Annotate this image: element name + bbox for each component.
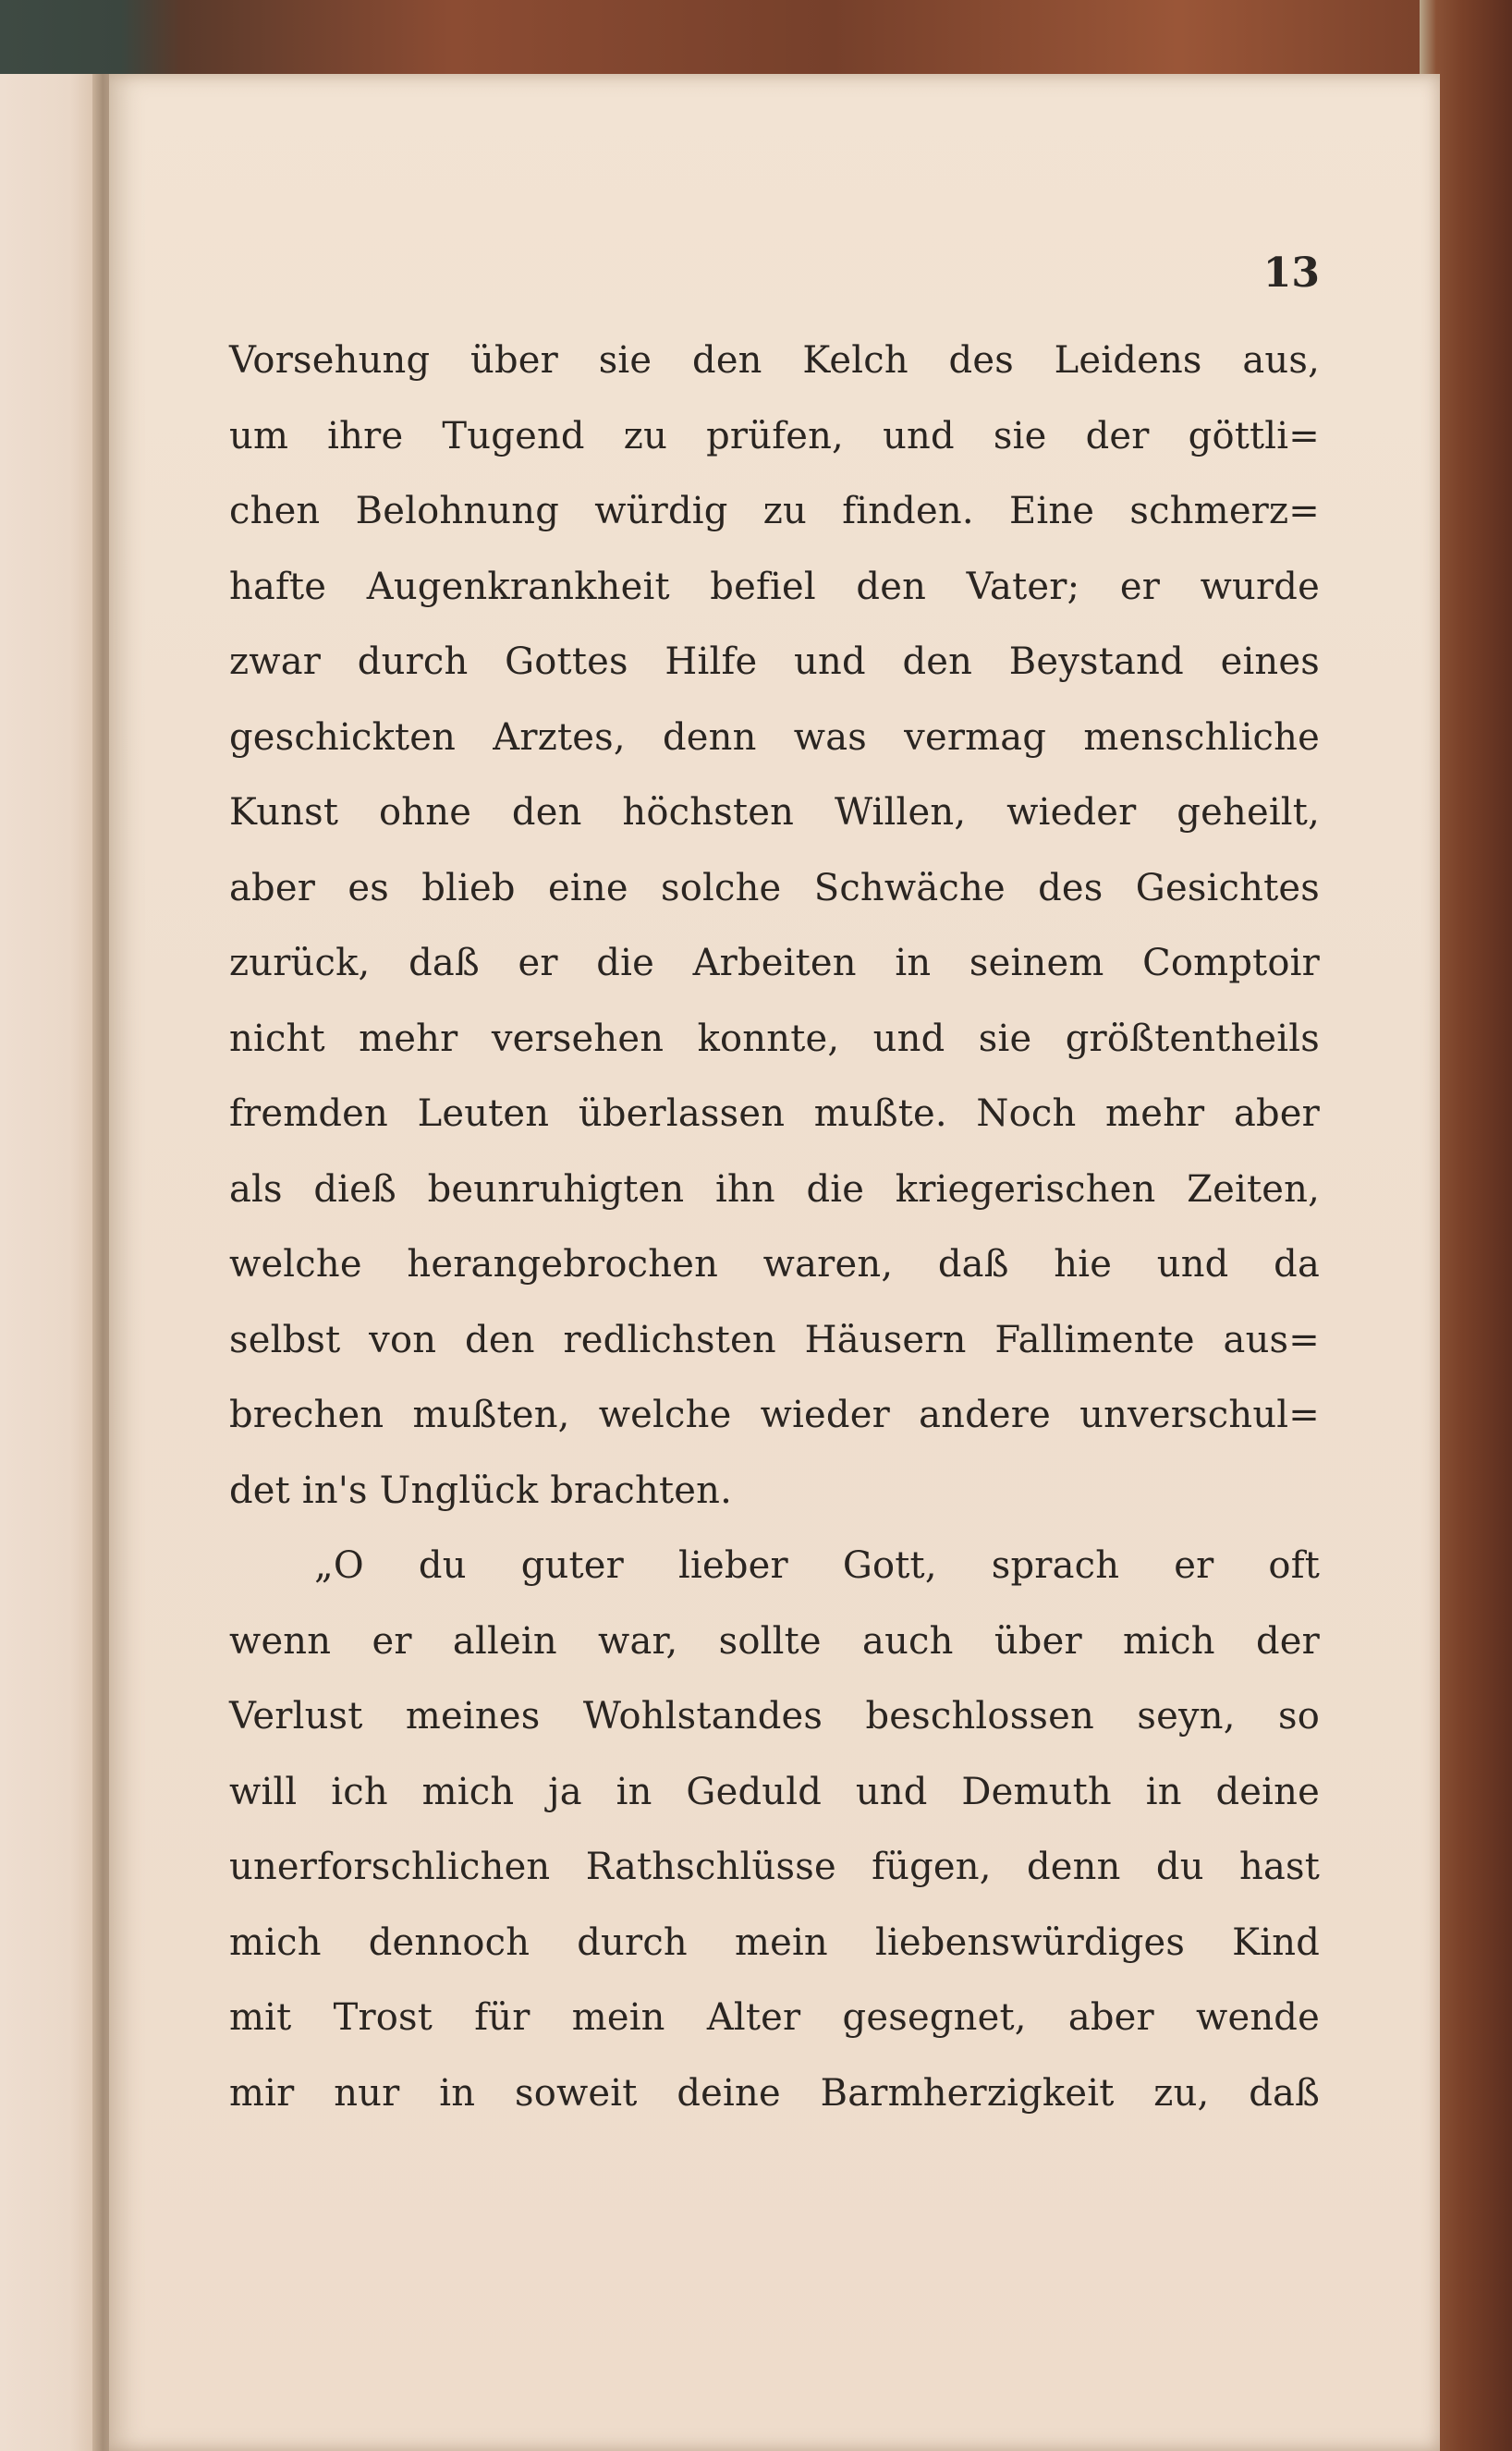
text-line: unerforschlichen Rathschlüsse fügen, denn du hast <box>229 1846 1320 1888</box>
text-line: zurück, daß er die Arbeiten in seinem Comptoir <box>229 942 1320 984</box>
book-page <box>109 74 1440 2451</box>
text-line: Verlust meines Wohlstandes beschlossen seyn, so <box>229 1695 1320 1738</box>
text-line: selbst von den redlichsten Häusern Fallimente aus= <box>229 1318 1320 1361</box>
text-line: um ihre Tugend zu prüfen, und sie der göttli= <box>229 414 1320 457</box>
text-line: wenn er allein war, sollte auch über mich der <box>229 1619 1320 1663</box>
text-line: welche herangebrochen waren, daß hie und da <box>229 1243 1320 1286</box>
text-line: zwar durch Gottes Hilfe und den Beystand eines <box>229 640 1320 683</box>
text-line: Kunst ohne den höchsten Willen, wieder geheilt, <box>229 791 1320 834</box>
text-line: will ich mich ja in Geduld und Demuth in deine <box>229 1770 1320 1813</box>
page-content <box>109 74 1440 2451</box>
left-page-edge <box>0 74 100 2451</box>
text-line: mir nur in soweit deine Barmherzigkeit zu, daß <box>229 2071 1320 2115</box>
text-line-paragraph-start: „O du guter lieber Gott, sprach er oft <box>314 1544 1320 1587</box>
page-number: 13 <box>1262 250 1320 297</box>
page-body-text <box>229 323 1320 2131</box>
text-line: nicht mehr versehen konnte, und sie größtentheils <box>229 1017 1320 1060</box>
text-line: chen Belohnung würdig zu finden. Eine schmerz= <box>229 490 1320 532</box>
text-line: aber es blieb eine solche Schwäche des Gesichtes <box>229 866 1320 909</box>
text-line: mit Trost für mein Alter gesegnet, aber wende <box>229 1996 1320 2039</box>
text-line: als dieß beunruhigten ihn die kriegerischen Zeiten, <box>229 1167 1320 1211</box>
text-line: hafte Augenkrankheit befiel den Vater; er wurde <box>229 565 1320 608</box>
text-line: brechen mußten, welche wieder andere unverschul= <box>229 1394 1320 1436</box>
text-line: Vorsehung über sie den Kelch des Leidens aus, <box>229 339 1320 382</box>
text-line: geschickten Arztes, denn was vermag menschliche <box>229 715 1320 759</box>
text-line-paragraph-end: det in's Unglück brachten. <box>229 1469 733 1512</box>
text-line: mich dennoch durch mein liebenswürdiges Kind <box>229 1921 1320 1964</box>
text-line: fremden Leuten überlassen mußte. Noch mehr aber <box>229 1092 1320 1135</box>
